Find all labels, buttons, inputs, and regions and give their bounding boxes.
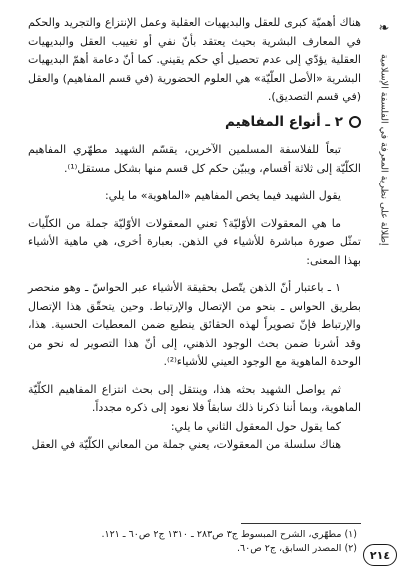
footnote: (١) مطهّري، الشرح المبسوط ج٣ ص٢٨٣ ـ ١٣١٠ ج٢ ص٦٠ ـ ١٢١. [101, 529, 357, 540]
page-number: ٢١٤ [363, 544, 397, 566]
paragraph: هناك أهميّة كبرى للعقل والبديهيات العقلية وعمل الإنتزاع والتجريد والحكم في المعارف البشرية بحيث يعتقد بأنّ نفي أو تغييب العقل والبديهيات العقلية يؤدّي إلى عدم تحصيل أي حكم يقيني. كما أنّ دعامة أهمّ البديهيات البشرية «الأصل العلّيّة» هي العلوم الحضورية (في قسم المفاهيم) والعقل (في قسم التصديق). [28, 16, 361, 103]
circle-bullet-icon [349, 116, 361, 128]
paragraph: يقول الشهيد فيما يخص المفاهيم «الماهوية» ما يلي: [104, 189, 341, 202]
quoted-paragraph: ١ ـ باعتبار أنّ الذهن يتّصل بحقيقة الأشياء عبر الحواسّ ـ وهو منحصر بطريق الحواس ـ بنحو من الإتصال والإرتباط. وحين يتحقّق هذا الإتصال والإرتباط فإنّ تصويراً لهذه الحقائق ينطبع ضمن المعطيات الحسية. هذا، وقد أشرنا ضمن بحث الوجود الذهني، إلى أنّ هذا التصوير له نحو من الوحدة الماهوية مع الوجود العيني للأشياء⁽²⁾. [28, 281, 361, 368]
paragraph: تبعاً للفلاسفة المسلمين الآخرين، يقسّم الشهيد مطهّري المفاهيم الكلّيّة إلى ثلاثة أقسام، ويبيّن حكم كل قسم منها بشكل مستقل⁽¹⁾. [28, 143, 361, 175]
footnote: (٢) المصدر السابق، ج٢ ص٦٠. [237, 543, 357, 554]
section-title: ٢ ـ أنواع المفاهيم [225, 113, 343, 130]
quoted-paragraph: هناك سلسلة من المعقولات، يعني جملة من المعاني الكلّيّة في العقل [31, 438, 341, 451]
ornament-glyph: ❧ [378, 21, 390, 36]
side-running-title [373, 22, 395, 542]
paragraph: ثم يواصل الشهيد بحثه هذا، وينتقل إلى بحث انتزاع المفاهيم الكلّيّة الماهوية، وبما أننا ذكرنا ذلك سابقاً فلا نعود إلى ذكره مجدداً. [28, 382, 361, 414]
paragraph: كما يقول حول المعقول الثاني ما يلي: [170, 419, 341, 433]
main-text [28, 14, 361, 455]
quoted-paragraph: ما هي المعقولات الأوّليّة؟ تعني المعقولات الأوّليّة جملة من الكلّيات تمثّل صورة مباشرة للأشياء في الذهن. بعبارة أخرى، هي ماهية الأشياء بهذا المعنى: [28, 216, 361, 267]
footnotes [90, 528, 357, 556]
section-heading [28, 113, 361, 132]
footnote-divider [241, 523, 361, 524]
running-title: إطلالة على نظرية المعرفة في الفلسفة الإسلامية [378, 54, 390, 246]
